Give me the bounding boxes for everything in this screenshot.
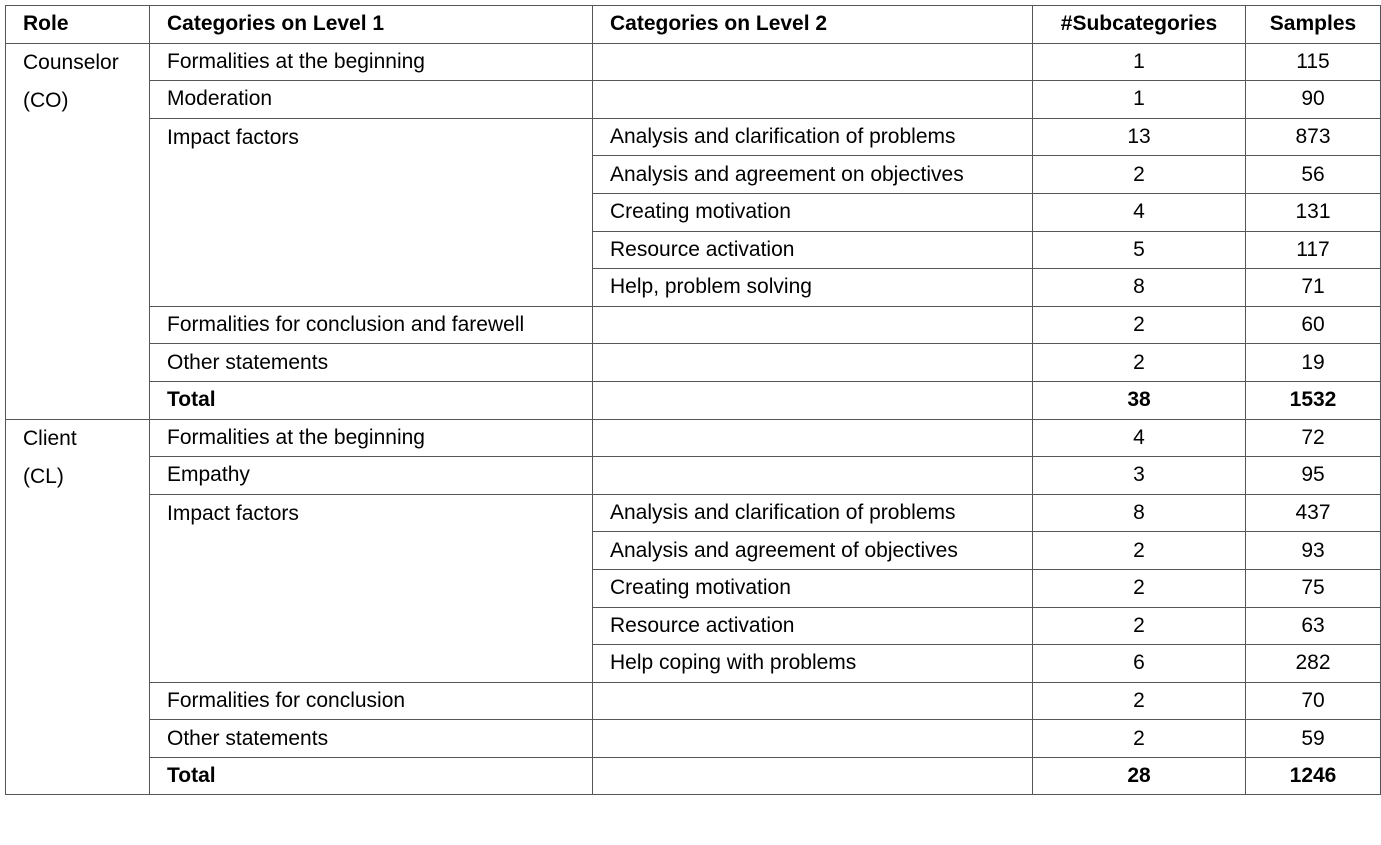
level2-cell: Analysis and clarification of problems	[593, 118, 1033, 156]
role-cell	[6, 419, 150, 795]
level1-cell: Impact factors	[150, 118, 593, 306]
role-label: (CO)	[23, 89, 69, 113]
level2-cell	[593, 344, 1033, 382]
level1-cell: Formalities at the beginning	[150, 43, 593, 81]
total-row	[6, 381, 1381, 419]
level2-cell	[593, 457, 1033, 495]
level1-cell: Formalities at the beginning	[150, 419, 593, 457]
role-label: Counselor	[23, 50, 119, 74]
samples-cell: 75	[1246, 569, 1381, 607]
level2-cell: Help coping with problems	[593, 645, 1033, 683]
samples-cell: 282	[1246, 645, 1381, 683]
level1-cell: Formalities for conclusion and farewell	[150, 306, 593, 344]
header-role: Role	[6, 6, 150, 44]
level2-cell	[593, 757, 1033, 795]
level1-cell: Formalities for conclusion	[150, 682, 593, 720]
subcategories-cell: 4	[1033, 419, 1246, 457]
table-row	[6, 419, 1381, 457]
subcategories-cell: 2	[1033, 607, 1246, 645]
samples-cell: 115	[1246, 43, 1381, 81]
subcategories-cell: 8	[1033, 269, 1246, 307]
level2-cell	[593, 43, 1033, 81]
table-body	[6, 43, 1381, 795]
subcategories-cell: 28	[1033, 757, 1246, 795]
subcategories-cell: 2	[1033, 682, 1246, 720]
samples-cell: 72	[1246, 419, 1381, 457]
subcategories-cell: 4	[1033, 193, 1246, 231]
subcategories-cell: 2	[1033, 569, 1246, 607]
table-row	[6, 81, 1381, 119]
level1-cell: Other statements	[150, 344, 593, 382]
level1-cell: Impact factors	[150, 494, 593, 682]
level2-cell: Help, problem solving	[593, 269, 1033, 307]
samples-cell: 59	[1246, 720, 1381, 758]
level1-cell: Total	[150, 381, 593, 419]
subcategories-cell: 13	[1033, 118, 1246, 156]
level1-cell: Moderation	[150, 81, 593, 119]
subcategories-cell: 6	[1033, 645, 1246, 683]
level2-cell	[593, 720, 1033, 758]
table-row	[6, 494, 1381, 532]
samples-cell: 90	[1246, 81, 1381, 119]
samples-cell: 63	[1246, 607, 1381, 645]
samples-cell: 70	[1246, 682, 1381, 720]
role-label: (CL)	[23, 465, 64, 489]
level2-cell	[593, 306, 1033, 344]
table-row	[6, 118, 1381, 156]
categories-table	[5, 5, 1381, 795]
level2-cell	[593, 381, 1033, 419]
samples-cell: 60	[1246, 306, 1381, 344]
samples-cell: 95	[1246, 457, 1381, 495]
level1-cell: Total	[150, 757, 593, 795]
role-label: Client	[23, 426, 77, 450]
header-level1: Categories on Level 1	[150, 6, 593, 44]
samples-cell: 93	[1246, 532, 1381, 570]
level2-cell	[593, 419, 1033, 457]
samples-cell: 71	[1246, 269, 1381, 307]
role-cell	[6, 43, 150, 419]
header-row	[6, 6, 1381, 44]
table-row	[6, 457, 1381, 495]
samples-cell: 56	[1246, 156, 1381, 194]
total-row	[6, 757, 1381, 795]
level2-cell: Creating motivation	[593, 193, 1033, 231]
subcategories-cell: 38	[1033, 381, 1246, 419]
subcategories-cell: 2	[1033, 156, 1246, 194]
samples-cell: 1532	[1246, 381, 1381, 419]
header-subcategories: #Subcategories	[1033, 6, 1246, 44]
table-row	[6, 344, 1381, 382]
table-row	[6, 720, 1381, 758]
samples-cell: 437	[1246, 494, 1381, 532]
level2-cell: Creating motivation	[593, 569, 1033, 607]
subcategories-cell: 5	[1033, 231, 1246, 269]
subcategories-cell: 1	[1033, 43, 1246, 81]
header-level2: Categories on Level 2	[593, 6, 1033, 44]
subcategories-cell: 1	[1033, 81, 1246, 119]
subcategories-cell: 8	[1033, 494, 1246, 532]
level2-cell: Analysis and agreement on objectives	[593, 156, 1033, 194]
subcategories-cell: 3	[1033, 457, 1246, 495]
level2-cell: Resource activation	[593, 607, 1033, 645]
samples-cell: 117	[1246, 231, 1381, 269]
level1-cell: Empathy	[150, 457, 593, 495]
level2-cell: Resource activation	[593, 231, 1033, 269]
level2-cell: Analysis and clarification of problems	[593, 494, 1033, 532]
level2-cell	[593, 81, 1033, 119]
level1-cell: Other statements	[150, 720, 593, 758]
samples-cell: 873	[1246, 118, 1381, 156]
header-samples: Samples	[1246, 6, 1381, 44]
table-row	[6, 43, 1381, 81]
level2-cell: Analysis and agreement of objectives	[593, 532, 1033, 570]
subcategories-cell: 2	[1033, 720, 1246, 758]
subcategories-cell: 2	[1033, 532, 1246, 570]
table-row	[6, 682, 1381, 720]
level2-cell	[593, 682, 1033, 720]
subcategories-cell: 2	[1033, 306, 1246, 344]
samples-cell: 1246	[1246, 757, 1381, 795]
table-row	[6, 306, 1381, 344]
samples-cell: 131	[1246, 193, 1381, 231]
samples-cell: 19	[1246, 344, 1381, 382]
subcategories-cell: 2	[1033, 344, 1246, 382]
